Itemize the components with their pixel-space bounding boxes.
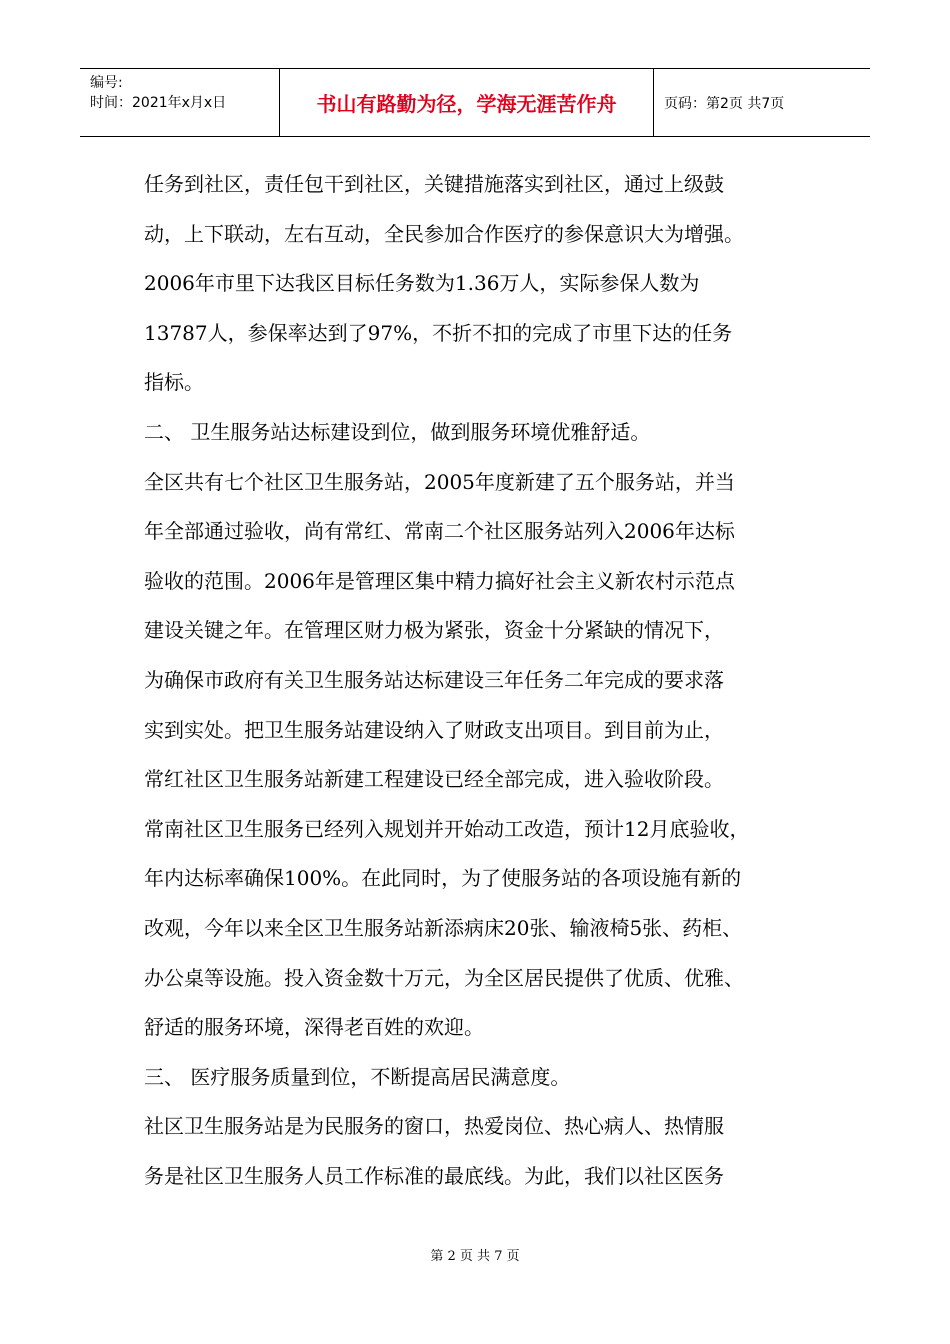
body-text-line: 年全部通过验收，尚有常红、常南二个社区服务站列入2006年达标 — [144, 519, 735, 544]
body-text-line: 实到实处。把卫生服务站建设纳入了财政支出项目。到目前为止， — [144, 717, 724, 742]
page-footer: 第 2 页 共 7 页 — [430, 1249, 520, 1264]
body-text-line: 务是社区卫生服务人员工作标准的最底线。为此，我们以社区医务 — [144, 1163, 724, 1188]
header-motto: 书山有路勤为径，学海无涯苦作舟 — [280, 69, 654, 136]
header-meta — [80, 69, 280, 136]
body-text-line: 办公桌等设施。投入资金数十万元，为全区居民提供了优质、优雅、 — [144, 965, 744, 990]
body-text-line: 全区共有七个社区卫生服务站，2005年度新建了五个服务站，并当 — [144, 469, 735, 494]
body-text-line: 建设关键之年。在管理区财力极为紧张，资金十分紧缺的情况下， — [144, 618, 724, 643]
body-text-line: 三、 医疗服务质量到位，不断提高居民满意度。 — [144, 1064, 571, 1089]
body-text-line: 舒适的服务环境，深得老百姓的欢迎。 — [144, 1015, 484, 1040]
body-text-line: 指标。 — [144, 370, 204, 395]
body-text-line: 任务到社区，责任包干到社区，关键措施落实到社区，通过上级鼓 — [144, 172, 724, 196]
body-text-line: 二、 卫生服务站达标建设到位，做到服务环境优雅舒适。 — [144, 419, 651, 444]
document-number-label: 编号: — [90, 75, 123, 91]
body-text-line: 常红社区卫生服务站新建工程建设已经全部完成，进入验收阶段。 — [144, 767, 724, 792]
body-text-line: 2006年市里下达我区目标任务数为1.36万人，实际参保人数为 — [144, 271, 700, 296]
body-text-line: 动，上下联动，左右互动，全民参加合作医疗的参保意识大为增强。 — [144, 221, 744, 246]
body-text-line: 社区卫生服务站是为民服务的窗口，热爱岗位、热心病人、热情服 — [144, 1114, 724, 1139]
body-text-line: 年内达标率确保100%。在此同时，为了使服务站的各项设施有新的 — [144, 866, 742, 891]
page-header — [80, 68, 870, 137]
body-text-line: 13787人，参保率达到了97%，不折不扣的完成了市里下达的任务 — [144, 320, 733, 345]
header-page-info: 页码：第2页 共7页 — [664, 95, 785, 112]
body-text-line: 常南社区卫生服务已经列入规划并开始动工改造，预计12月底验收， — [144, 816, 750, 841]
document-time-label: 时间：2021年x月x日 — [90, 95, 227, 111]
document-body — [144, 160, 824, 1201]
body-text-line: 为确保市政府有关卫生服务站达标建设三年任务二年完成的要求落 — [144, 667, 724, 692]
body-text-line: 改观，今年以来全区卫生服务站新添病床20张、输液椅5张、药柜、 — [144, 915, 743, 940]
body-text-line: 验收的范围。2006年是管理区集中精力搞好社会主义新农村示范点 — [144, 568, 735, 593]
